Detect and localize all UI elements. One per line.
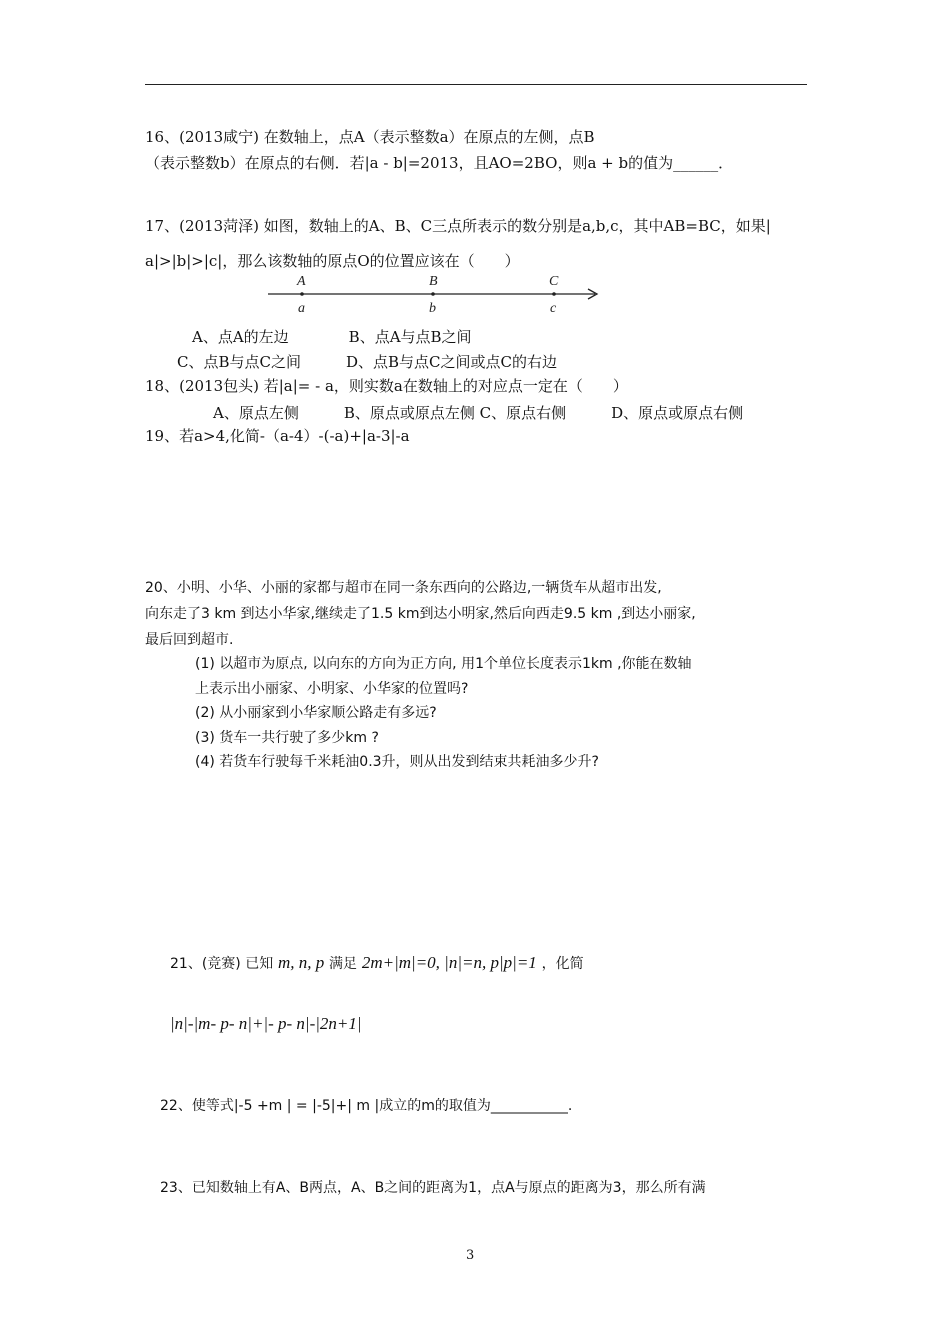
q21-expression: |n|-|m- p- n|+|- p- n|-|2n+1| xyxy=(170,1014,362,1033)
q18-line1: 18、(2013包头) 若|a|= - a，则实数a在数轴上的对应点一定在（ ） xyxy=(145,377,628,395)
q20-sub2: (2) 从小丽家到小华家顺公路走有多远? xyxy=(195,705,437,721)
point-a-label: A xyxy=(297,274,306,289)
page-number: 3 xyxy=(466,1248,475,1263)
q20-sub4: (4) 若货车行驶每千米耗油0.3升，则从出发到结束共耗油多少升? xyxy=(195,754,599,770)
q17-options-row2: C、点B与点C之间 D、点B与点C之间或点C的右边 xyxy=(177,353,557,371)
q21-line1 xyxy=(170,953,584,974)
q21-satisfy: 满足 xyxy=(329,956,358,972)
q20-line3: 最后回到超市. xyxy=(145,632,234,648)
value-c-label: c xyxy=(550,301,557,316)
q23-line1: 23、已知数轴上有A、B两点，A、B之间的距离为1，点A与原点的距离为3，那么所有满 xyxy=(160,1180,706,1196)
q19-line1: 19、若a>4,化简-（a-4）-(-a)+|a-3|-a xyxy=(145,427,410,445)
q17-options-row1: A、点A的左边 B、点A与点B之间 xyxy=(192,328,472,346)
header-rule xyxy=(145,84,807,85)
value-b-label: b xyxy=(429,301,436,316)
number-line-figure xyxy=(262,270,607,318)
q20-sub1b: 上表示出小丽家、小明家、小华家的位置吗? xyxy=(195,681,469,697)
q20-sub3: (3) 货车一共行驶了多少km ? xyxy=(195,730,379,746)
q20-sub1a: (1) 以超市为原点, 以向东的方向为正方向, 用1个单位长度表示1km ,你能在数轴 xyxy=(195,656,692,672)
point-b-dot xyxy=(431,292,435,296)
q21-simplify: ，化简 xyxy=(541,956,584,972)
point-b-label: B xyxy=(429,274,438,289)
q20-line2: 向东走了3 km 到达小华家,继续走了1.5 km到达小明家,然后向西走9.5 km ,到达小丽家, xyxy=(145,606,696,622)
q21-vars: m, n, p xyxy=(277,953,325,972)
point-c-label: C xyxy=(549,274,559,289)
q17-line1: 17、(2013菏泽) 如图，数轴上的A、B、C三点所表示的数分别是a,b,c，其中AB=BC，如果| xyxy=(145,217,771,235)
q16-line2: （表示整数b）在原点的右侧．若|a - b|=2013，且AO=2BO，则a + b的值为______． xyxy=(145,154,734,172)
q17-line2: a|>|b|>|c|，那么该数轴的原点O的位置应该在（ ） xyxy=(145,252,520,270)
q16-line1: 16、(2013咸宁) 在数轴上，点A（表示整数a）在原点的左侧，点B xyxy=(145,128,595,146)
q22-line1: 22、使等式|-5 +m | = |-5|+| m |成立的m的取值为___________. xyxy=(160,1098,573,1114)
q21-condition: 2m+|m|=0, |n|=n, p|p|=1 xyxy=(361,953,537,972)
point-c-dot xyxy=(552,292,556,296)
q18-options: A、原点左侧 B、原点或原点左侧 C、原点右侧 D、原点或原点右侧 xyxy=(213,404,744,422)
value-a-label: a xyxy=(298,301,305,316)
q20-line1: 20、小明、小华、小丽的家都与超市在同一条东西向的公路边,一辆货车从超市出发, xyxy=(145,580,662,596)
point-a-dot xyxy=(300,292,304,296)
q21-prefix: 21、(竞赛) 已知 xyxy=(170,956,274,972)
